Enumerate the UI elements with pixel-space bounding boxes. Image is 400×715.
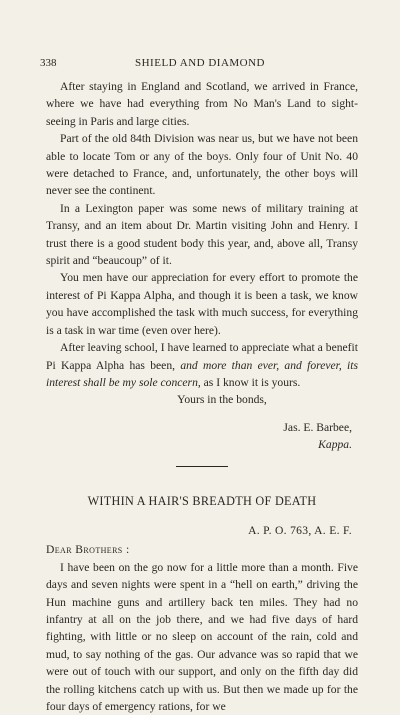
- text-block: [46, 78, 358, 715]
- signature-chapter: Kappa.: [318, 438, 352, 452]
- journal-title: SHIELD AND DIAMOND: [135, 57, 265, 69]
- article-title: WITHIN A HAIR'S BREADTH OF DEATH: [87, 493, 317, 508]
- letter-paragraph: Part of the old 84th Division was near us, but we have not been able to locate Tom or any of the boys. Only four of Unit No. 40 were detached to France, and, unfortunately, the other boys will never see the continent.: [46, 132, 358, 198]
- article-body: [46, 559, 358, 715]
- page-number: 338: [40, 57, 57, 69]
- final-text-italic: and more than ever, and forever, its interest shall be my sole concern,: [46, 358, 359, 389]
- article-dateline: A. P. O. 763, A. E. F.: [248, 523, 352, 537]
- article-paragraph: I have been on the go now for a little more than a month. Five days and seven nights were spent in a “hell on earth,” driving the Hun machine guns and artillery back ten miles. They had no infantry at all on the job there, and we had five days of hard fighting, with little or no sleep on account of the rain, cold and mud, to say nothing of the gas. Our advance was so rapid that we were out of touch with our support, and only on the fifth day did the rolling kitchens catch up with us. But then we made up for the four days of emergency rations, for we: [46, 560, 358, 713]
- letter-section: [46, 78, 358, 454]
- section-divider: [176, 466, 228, 467]
- signature-name: Jas. E. Barbee,: [283, 420, 352, 434]
- letter-paragraph: You men have our appreciation for every effort to promote the interest of Pi Kappa Alpha, and though it is been a task, we know you have accomplished the task with much success, for everything is a task in war time (even over here).: [46, 271, 358, 337]
- letter-paragraph: After staying in England and Scotland, we arrived in France, where we have had everything from No Man's Land to sight-seeing in Paris and large cities.: [46, 80, 358, 128]
- letter-final-paragraph: [46, 339, 358, 391]
- final-text-end: as I know it is yours.: [200, 375, 301, 389]
- letter-paragraph: In a Lexington paper was some news of military training at Transy, and an item about Dr. Martin visiting John and Henry. I trust there is a good student body this year, and, above all, Transy spirit and “beaucoup” of it.: [46, 201, 358, 268]
- letter-closing: Yours in the bonds,: [177, 393, 267, 407]
- final-text-start: After leaving school, I have learned to appreciate what a benefit Pi Kappa Alpha has been,: [46, 341, 358, 372]
- article-salutation: Dear Brothers :: [46, 543, 130, 557]
